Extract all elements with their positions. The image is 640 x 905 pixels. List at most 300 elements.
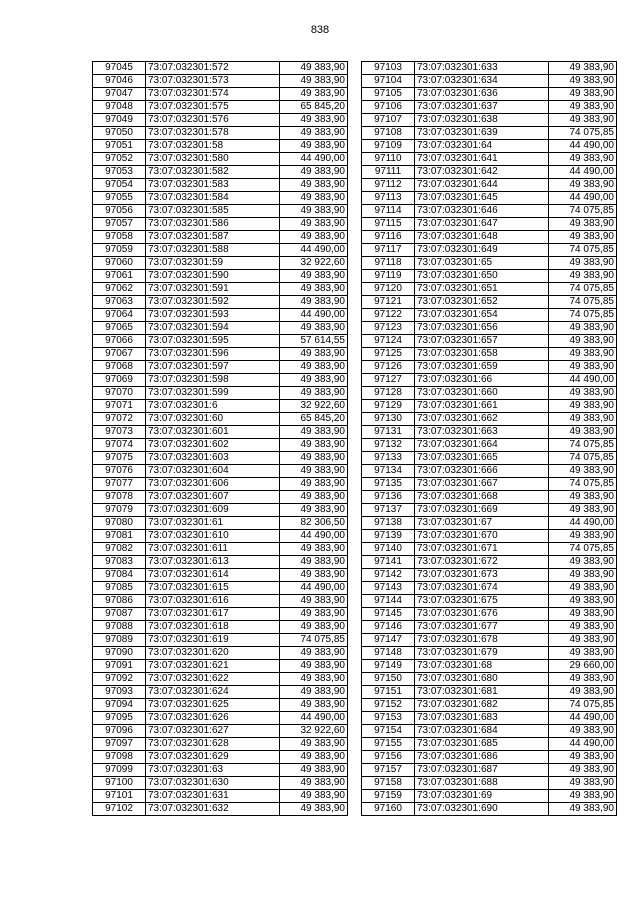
- cadastral-number-cell: 73:07:032301:593: [146, 309, 280, 322]
- cadastral-number-cell: 73:07:032301:688: [415, 777, 549, 790]
- amount-cell: 49 383,90: [280, 452, 348, 465]
- table-row: [362, 725, 617, 738]
- row-number-cell: 97158: [362, 777, 415, 790]
- cadastral-number-cell: 73:07:032301:666: [415, 465, 549, 478]
- row-number-cell: 97093: [93, 686, 146, 699]
- row-number-cell: 97110: [362, 153, 415, 166]
- cadastral-number-cell: 73:07:032301:59: [146, 257, 280, 270]
- row-number-cell: 97061: [93, 270, 146, 283]
- row-number-cell: 97135: [362, 478, 415, 491]
- row-number-cell: 97069: [93, 374, 146, 387]
- cadastral-number-cell: 73:07:032301:586: [146, 218, 280, 231]
- amount-cell: 49 383,90: [549, 361, 617, 374]
- row-number-cell: 97101: [93, 790, 146, 803]
- amount-cell: 74 075,85: [549, 439, 617, 452]
- cadastral-number-cell: 73:07:032301:67: [415, 517, 549, 530]
- row-number-cell: 97047: [93, 88, 146, 101]
- table-row: [362, 127, 617, 140]
- row-number-cell: 97138: [362, 517, 415, 530]
- cadastral-number-cell: 73:07:032301:575: [146, 101, 280, 114]
- cadastral-number-cell: 73:07:032301:626: [146, 712, 280, 725]
- row-number-cell: 97130: [362, 413, 415, 426]
- amount-cell: 49 383,90: [549, 62, 617, 75]
- cadastral-number-cell: 73:07:032301:654: [415, 309, 549, 322]
- cadastral-number-cell: 73:07:032301:686: [415, 751, 549, 764]
- cadastral-number-cell: 73:07:032301:685: [415, 738, 549, 751]
- cadastral-number-cell: 73:07:032301:656: [415, 322, 549, 335]
- row-number-cell: 97118: [362, 257, 415, 270]
- cadastral-number-cell: 73:07:032301:591: [146, 283, 280, 296]
- row-number-cell: 97089: [93, 634, 146, 647]
- cadastral-number-cell: 73:07:032301:576: [146, 114, 280, 127]
- amount-cell: 57 614,55: [280, 335, 348, 348]
- table-row: [93, 777, 348, 790]
- cadastral-number-cell: 73:07:032301:63: [146, 764, 280, 777]
- table-row: [362, 634, 617, 647]
- table-row: [362, 738, 617, 751]
- amount-cell: 49 383,90: [280, 504, 348, 517]
- row-number-cell: 97091: [93, 660, 146, 673]
- table-row: [93, 751, 348, 764]
- row-number-cell: 97083: [93, 556, 146, 569]
- amount-cell: 49 383,90: [280, 114, 348, 127]
- row-number-cell: 97134: [362, 465, 415, 478]
- cadastral-number-cell: 73:07:032301:668: [415, 491, 549, 504]
- cadastral-number-cell: 73:07:032301:628: [146, 738, 280, 751]
- table-row: [362, 322, 617, 335]
- row-number-cell: 97152: [362, 699, 415, 712]
- table-row: [93, 153, 348, 166]
- table-row: [93, 179, 348, 192]
- amount-cell: 49 383,90: [549, 647, 617, 660]
- row-number-cell: 97082: [93, 543, 146, 556]
- cadastral-number-cell: 73:07:032301:602: [146, 439, 280, 452]
- row-number-cell: 97076: [93, 465, 146, 478]
- table-row: [93, 244, 348, 257]
- row-number-cell: 97100: [93, 777, 146, 790]
- cadastral-number-cell: 73:07:032301:642: [415, 166, 549, 179]
- row-number-cell: 97060: [93, 257, 146, 270]
- row-number-cell: 97046: [93, 75, 146, 88]
- cadastral-number-cell: 73:07:032301:639: [415, 127, 549, 140]
- table-row: [93, 374, 348, 387]
- row-number-cell: 97090: [93, 647, 146, 660]
- amount-cell: 49 383,90: [549, 231, 617, 244]
- register-table-left-body: [93, 62, 348, 816]
- amount-cell: 44 490,00: [280, 712, 348, 725]
- row-number-cell: 97048: [93, 101, 146, 114]
- cadastral-number-cell: 73:07:032301:670: [415, 530, 549, 543]
- amount-cell: 49 383,90: [549, 569, 617, 582]
- amount-cell: 44 490,00: [549, 738, 617, 751]
- table-row: [93, 452, 348, 465]
- row-number-cell: 97098: [93, 751, 146, 764]
- row-number-cell: 97107: [362, 114, 415, 127]
- cadastral-number-cell: 73:07:032301:603: [146, 452, 280, 465]
- table-row: [93, 309, 348, 322]
- cadastral-number-cell: 73:07:032301:617: [146, 608, 280, 621]
- amount-cell: 44 490,00: [549, 712, 617, 725]
- table-row: [93, 387, 348, 400]
- row-number-cell: 97054: [93, 179, 146, 192]
- cadastral-number-cell: 73:07:032301:669: [415, 504, 549, 517]
- table-row: [93, 101, 348, 114]
- cadastral-number-cell: 73:07:032301:648: [415, 231, 549, 244]
- cadastral-number-cell: 73:07:032301:580: [146, 153, 280, 166]
- table-row: [362, 764, 617, 777]
- amount-cell: 49 383,90: [280, 361, 348, 374]
- table-row: [93, 725, 348, 738]
- row-number-cell: 97065: [93, 322, 146, 335]
- amount-cell: 49 383,90: [549, 790, 617, 803]
- table-row: [362, 452, 617, 465]
- table-row: [93, 764, 348, 777]
- cadastral-number-cell: 73:07:032301:604: [146, 465, 280, 478]
- cadastral-number-cell: 73:07:032301:638: [415, 114, 549, 127]
- cadastral-number-cell: 73:07:032301:633: [415, 62, 549, 75]
- cadastral-number-cell: 73:07:032301:659: [415, 361, 549, 374]
- amount-cell: 49 383,90: [549, 88, 617, 101]
- cadastral-number-cell: 73:07:032301:58: [146, 140, 280, 153]
- amount-cell: 49 383,90: [280, 374, 348, 387]
- amount-cell: 49 383,90: [280, 296, 348, 309]
- table-row: [93, 426, 348, 439]
- row-number-cell: 97051: [93, 140, 146, 153]
- cadastral-number-cell: 73:07:032301:6: [146, 400, 280, 413]
- cadastral-number-cell: 73:07:032301:601: [146, 426, 280, 439]
- row-number-cell: 97119: [362, 270, 415, 283]
- amount-cell: 49 383,90: [280, 608, 348, 621]
- row-number-cell: 97055: [93, 192, 146, 205]
- cadastral-number-cell: 73:07:032301:64: [415, 140, 549, 153]
- table-row: [93, 127, 348, 140]
- table-row: [93, 543, 348, 556]
- row-number-cell: 97066: [93, 335, 146, 348]
- table-row: [362, 673, 617, 686]
- row-number-cell: 97157: [362, 764, 415, 777]
- row-number-cell: 97111: [362, 166, 415, 179]
- cadastral-number-cell: 73:07:032301:644: [415, 179, 549, 192]
- row-number-cell: 97095: [93, 712, 146, 725]
- table-row: [93, 348, 348, 361]
- row-number-cell: 97139: [362, 530, 415, 543]
- amount-cell: 44 490,00: [549, 517, 617, 530]
- amount-cell: 44 490,00: [549, 374, 617, 387]
- row-number-cell: 97146: [362, 621, 415, 634]
- table-row: [362, 686, 617, 699]
- row-number-cell: 97053: [93, 166, 146, 179]
- cadastral-number-cell: 73:07:032301:650: [415, 270, 549, 283]
- row-number-cell: 97131: [362, 426, 415, 439]
- row-number-cell: 97049: [93, 114, 146, 127]
- amount-cell: 49 383,90: [280, 621, 348, 634]
- row-number-cell: 97052: [93, 153, 146, 166]
- row-number-cell: 97079: [93, 504, 146, 517]
- row-number-cell: 97058: [93, 231, 146, 244]
- amount-cell: 44 490,00: [549, 140, 617, 153]
- cadastral-number-cell: 73:07:032301:61: [146, 517, 280, 530]
- row-number-cell: 97063: [93, 296, 146, 309]
- row-number-cell: 97102: [93, 803, 146, 816]
- row-number-cell: 97145: [362, 608, 415, 621]
- table-row: [93, 582, 348, 595]
- row-number-cell: 97080: [93, 517, 146, 530]
- table-row: [93, 660, 348, 673]
- table-row: [93, 530, 348, 543]
- table-row: [93, 62, 348, 75]
- row-number-cell: 97125: [362, 348, 415, 361]
- table-row: [93, 283, 348, 296]
- table-row: [362, 621, 617, 634]
- amount-cell: 49 383,90: [280, 686, 348, 699]
- table-row: [93, 673, 348, 686]
- table-row: [362, 153, 617, 166]
- cadastral-number-cell: 73:07:032301:646: [415, 205, 549, 218]
- amount-cell: 49 383,90: [280, 166, 348, 179]
- amount-cell: 49 383,90: [549, 504, 617, 517]
- cadastral-number-cell: 73:07:032301:572: [146, 62, 280, 75]
- cadastral-number-cell: 73:07:032301:622: [146, 673, 280, 686]
- row-number-cell: 97078: [93, 491, 146, 504]
- table-row: [93, 465, 348, 478]
- table-row: [93, 88, 348, 101]
- row-number-cell: 97126: [362, 361, 415, 374]
- table-row: [362, 101, 617, 114]
- cadastral-number-cell: 73:07:032301:627: [146, 725, 280, 738]
- table-row: [362, 140, 617, 153]
- cadastral-number-cell: 73:07:032301:65: [415, 257, 549, 270]
- amount-cell: 49 383,90: [549, 322, 617, 335]
- row-number-cell: 97117: [362, 244, 415, 257]
- cadastral-number-cell: 73:07:032301:636: [415, 88, 549, 101]
- amount-cell: 49 383,90: [280, 595, 348, 608]
- amount-cell: 49 383,90: [280, 426, 348, 439]
- cadastral-number-cell: 73:07:032301:621: [146, 660, 280, 673]
- table-row: [93, 686, 348, 699]
- table-row: [362, 790, 617, 803]
- row-number-cell: 97156: [362, 751, 415, 764]
- cadastral-number-cell: 73:07:032301:596: [146, 348, 280, 361]
- cadastral-number-cell: 73:07:032301:682: [415, 699, 549, 712]
- amount-cell: 49 383,90: [280, 62, 348, 75]
- row-number-cell: 97087: [93, 608, 146, 621]
- cadastral-number-cell: 73:07:032301:68: [415, 660, 549, 673]
- table-row: [93, 296, 348, 309]
- amount-cell: 49 383,90: [280, 270, 348, 283]
- amount-cell: 49 383,90: [280, 179, 348, 192]
- row-number-cell: 97116: [362, 231, 415, 244]
- amount-cell: 49 383,90: [280, 75, 348, 88]
- amount-cell: 49 383,90: [280, 465, 348, 478]
- table-row: [362, 712, 617, 725]
- cadastral-number-cell: 73:07:032301:597: [146, 361, 280, 374]
- row-number-cell: 97071: [93, 400, 146, 413]
- amount-cell: 49 383,90: [280, 322, 348, 335]
- table-row: [93, 166, 348, 179]
- amount-cell: 74 075,85: [280, 634, 348, 647]
- row-number-cell: 97128: [362, 387, 415, 400]
- row-number-cell: 97112: [362, 179, 415, 192]
- table-row: [362, 75, 617, 88]
- amount-cell: 49 383,90: [280, 738, 348, 751]
- table-row: [93, 270, 348, 283]
- amount-cell: 49 383,90: [280, 790, 348, 803]
- amount-cell: 49 383,90: [549, 556, 617, 569]
- cadastral-number-cell: 73:07:032301:684: [415, 725, 549, 738]
- amount-cell: 74 075,85: [549, 127, 617, 140]
- table-row: [362, 257, 617, 270]
- table-row: [93, 439, 348, 452]
- cadastral-number-cell: 73:07:032301:595: [146, 335, 280, 348]
- amount-cell: 32 922,60: [280, 725, 348, 738]
- table-row: [93, 712, 348, 725]
- cadastral-number-cell: 73:07:032301:675: [415, 595, 549, 608]
- row-number-cell: 97159: [362, 790, 415, 803]
- table-row: [93, 478, 348, 491]
- cadastral-number-cell: 73:07:032301:632: [146, 803, 280, 816]
- row-number-cell: 97121: [362, 296, 415, 309]
- row-number-cell: 97104: [362, 75, 415, 88]
- row-number-cell: 97108: [362, 127, 415, 140]
- amount-cell: 74 075,85: [549, 205, 617, 218]
- amount-cell: 44 490,00: [549, 192, 617, 205]
- cadastral-number-cell: 73:07:032301:641: [415, 153, 549, 166]
- amount-cell: 49 383,90: [280, 283, 348, 296]
- table-row: [362, 231, 617, 244]
- cadastral-number-cell: 73:07:032301:578: [146, 127, 280, 140]
- table-row: [362, 517, 617, 530]
- cadastral-number-cell: 73:07:032301:679: [415, 647, 549, 660]
- table-row: [362, 647, 617, 660]
- amount-cell: 44 490,00: [280, 309, 348, 322]
- amount-cell: 49 383,90: [549, 387, 617, 400]
- amount-cell: 74 075,85: [549, 543, 617, 556]
- amount-cell: 49 383,90: [280, 556, 348, 569]
- cadastral-number-cell: 73:07:032301:678: [415, 634, 549, 647]
- row-number-cell: 97081: [93, 530, 146, 543]
- table-row: [93, 647, 348, 660]
- table-row: [362, 478, 617, 491]
- table-row: [93, 595, 348, 608]
- table-row: [362, 270, 617, 283]
- row-number-cell: 97056: [93, 205, 146, 218]
- cadastral-number-cell: 73:07:032301:652: [415, 296, 549, 309]
- table-row: [362, 179, 617, 192]
- row-number-cell: 97144: [362, 595, 415, 608]
- cadastral-number-cell: 73:07:032301:599: [146, 387, 280, 400]
- row-number-cell: 97075: [93, 452, 146, 465]
- row-number-cell: 97137: [362, 504, 415, 517]
- amount-cell: 49 383,90: [549, 153, 617, 166]
- table-row: [93, 621, 348, 634]
- row-number-cell: 97129: [362, 400, 415, 413]
- table-row: [362, 192, 617, 205]
- row-number-cell: 97097: [93, 738, 146, 751]
- row-number-cell: 97057: [93, 218, 146, 231]
- table-row: [362, 244, 617, 257]
- table-row: [362, 400, 617, 413]
- cadastral-number-cell: 73:07:032301:590: [146, 270, 280, 283]
- cadastral-number-cell: 73:07:032301:631: [146, 790, 280, 803]
- cadastral-number-cell: 73:07:032301:661: [415, 400, 549, 413]
- cadastral-number-cell: 73:07:032301:619: [146, 634, 280, 647]
- amount-cell: 49 383,90: [280, 673, 348, 686]
- table-row: [93, 517, 348, 530]
- amount-cell: 74 075,85: [549, 283, 617, 296]
- cadastral-number-cell: 73:07:032301:671: [415, 543, 549, 556]
- amount-cell: 74 075,85: [549, 478, 617, 491]
- amount-cell: 49 383,90: [549, 582, 617, 595]
- amount-cell: 49 383,90: [280, 647, 348, 660]
- table-row: [93, 205, 348, 218]
- cadastral-number-cell: 73:07:032301:69: [415, 790, 549, 803]
- table-row: [93, 114, 348, 127]
- table-row: [93, 634, 348, 647]
- cadastral-number-cell: 73:07:032301:663: [415, 426, 549, 439]
- table-row: [362, 309, 617, 322]
- amount-cell: 49 383,90: [280, 127, 348, 140]
- amount-cell: 49 383,90: [549, 75, 617, 88]
- row-number-cell: 97149: [362, 660, 415, 673]
- row-number-cell: 97124: [362, 335, 415, 348]
- register-table-right: [361, 61, 617, 816]
- row-number-cell: 97150: [362, 673, 415, 686]
- row-number-cell: 97086: [93, 595, 146, 608]
- register-table-left: [92, 61, 348, 816]
- table-row: [362, 387, 617, 400]
- table-row: [93, 218, 348, 231]
- table-row: [93, 413, 348, 426]
- amount-cell: 44 490,00: [280, 153, 348, 166]
- table-row: [93, 790, 348, 803]
- table-row: [93, 192, 348, 205]
- cadastral-number-cell: 73:07:032301:672: [415, 556, 549, 569]
- amount-cell: 49 383,90: [549, 257, 617, 270]
- table-row: [362, 166, 617, 179]
- amount-cell: 65 845,20: [280, 101, 348, 114]
- cadastral-number-cell: 73:07:032301:607: [146, 491, 280, 504]
- table-row: [93, 75, 348, 88]
- cadastral-number-cell: 73:07:032301:674: [415, 582, 549, 595]
- table-row: [362, 296, 617, 309]
- amount-cell: 49 383,90: [549, 218, 617, 231]
- row-number-cell: 97109: [362, 140, 415, 153]
- cadastral-number-cell: 73:07:032301:629: [146, 751, 280, 764]
- row-number-cell: 97074: [93, 439, 146, 452]
- row-number-cell: 97113: [362, 192, 415, 205]
- cadastral-number-cell: 73:07:032301:616: [146, 595, 280, 608]
- cadastral-number-cell: 73:07:032301:592: [146, 296, 280, 309]
- table-row: [362, 595, 617, 608]
- amount-cell: 49 383,90: [549, 530, 617, 543]
- row-number-cell: 97099: [93, 764, 146, 777]
- amount-cell: 74 075,85: [549, 244, 617, 257]
- row-number-cell: 97062: [93, 283, 146, 296]
- row-number-cell: 97068: [93, 361, 146, 374]
- cadastral-number-cell: 73:07:032301:611: [146, 543, 280, 556]
- cadastral-number-cell: 73:07:032301:645: [415, 192, 549, 205]
- cadastral-number-cell: 73:07:032301:687: [415, 764, 549, 777]
- table-row: [362, 608, 617, 621]
- cadastral-number-cell: 73:07:032301:583: [146, 179, 280, 192]
- cadastral-number-cell: 73:07:032301:660: [415, 387, 549, 400]
- row-number-cell: 97122: [362, 309, 415, 322]
- table-row: [362, 439, 617, 452]
- cadastral-number-cell: 73:07:032301:690: [415, 803, 549, 816]
- amount-cell: 44 490,00: [549, 166, 617, 179]
- amount-cell: 74 075,85: [549, 452, 617, 465]
- amount-cell: 49 383,90: [549, 764, 617, 777]
